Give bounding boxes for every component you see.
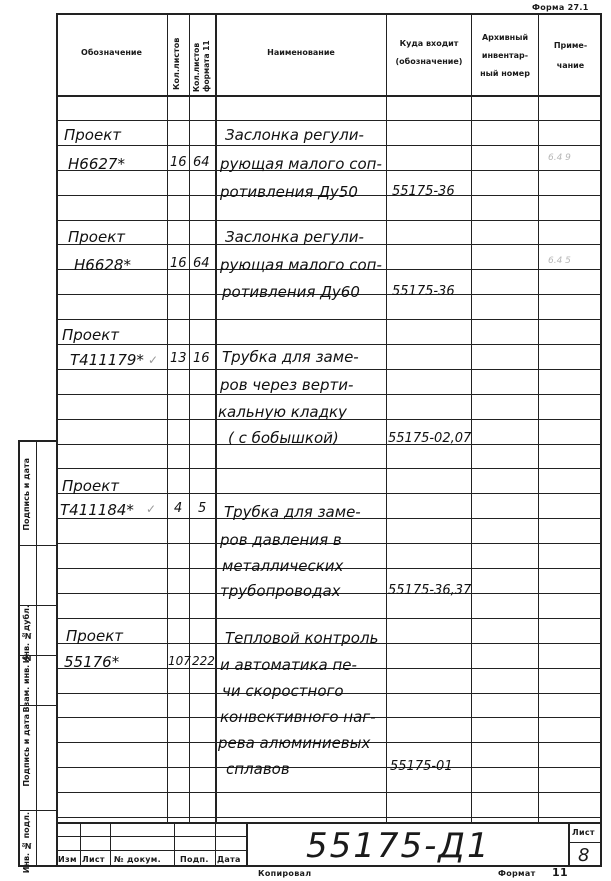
header-archive-3: ный номер <box>480 69 530 78</box>
stamp-izm: Изм <box>58 855 77 864</box>
header-designation: Обозначение <box>81 48 142 57</box>
entry-where: 55175-01 <box>390 759 453 774</box>
entry-name-line: Трубка для заме- <box>222 348 359 366</box>
entry-where: 55175-36 <box>392 284 455 299</box>
entry-name-line: и автоматика пе- <box>220 656 357 674</box>
row-line <box>56 394 602 395</box>
entry-where: 55175-36 <box>392 184 455 199</box>
entry-name-line: конвективного наг- <box>220 708 376 726</box>
side-label-inv-dubl: Инв. №дубл. <box>22 605 31 664</box>
entry-name-line: ров давления в <box>220 531 342 549</box>
side-label-inv-dubl-wrap <box>20 605 36 664</box>
header-archive-2: инвентар- <box>481 51 529 60</box>
header-format-count: Кол.листов формата 11 <box>192 40 211 92</box>
stamp-podp: Подп. <box>180 855 209 864</box>
col-divider <box>167 13 168 823</box>
row-line <box>56 767 602 768</box>
stamp-sheet-label: Лист <box>572 828 595 837</box>
entry-sheets: 16 <box>170 155 187 170</box>
entry-designation-line2: Н6628* <box>74 256 131 274</box>
entry-name-line: Заслонка регули- <box>225 126 364 144</box>
entry-note: 6.4 9 <box>548 153 571 163</box>
entry-sheets: 4 <box>174 501 183 516</box>
row-line <box>56 319 602 320</box>
stamp-row <box>568 842 602 843</box>
side-label-vzam-wrap <box>20 653 36 713</box>
side-label-podpis-1-wrap <box>20 708 36 808</box>
entry-format: 64 <box>193 256 210 271</box>
entry-name-line: рева алюминиевых <box>218 734 371 752</box>
stamp-top <box>56 822 602 824</box>
entry-name-line: кальную кладку <box>218 403 347 421</box>
stamp-col <box>246 822 248 867</box>
row-line <box>56 145 602 146</box>
entry-designation-line2: Н6627* <box>68 155 125 173</box>
entry-name-line: ротивления Ду60 <box>222 283 360 301</box>
entry-where: 55175-02,07 <box>388 431 472 446</box>
row-line <box>56 468 602 469</box>
stamp-col <box>174 822 175 867</box>
entry-designation-line1: Проект <box>68 228 126 246</box>
col-divider <box>538 13 539 823</box>
side-strip-sep <box>18 810 56 811</box>
entry-format: 16 <box>193 351 210 366</box>
stamp-col <box>568 822 570 867</box>
form-label: Форма 27.1 <box>532 3 589 12</box>
entry-designation-line2: Т411179* <box>70 351 144 369</box>
side-label-inv-podl-wrap <box>20 812 36 874</box>
stamp-data: Дата <box>217 855 241 864</box>
header-name: Наименование <box>267 48 335 57</box>
footer-format-value: 11 <box>552 866 568 879</box>
entry-name-line: ров через верти- <box>220 376 354 394</box>
header-where-1: Куда входит <box>399 39 459 48</box>
header-archive-1: Архивный <box>481 33 529 42</box>
entry-format: 64 <box>193 155 210 170</box>
footer-copied: Копировал <box>258 869 312 878</box>
document-code: 55175-Д1 <box>306 826 491 866</box>
entry-designation-line2: Т411184* <box>60 501 134 519</box>
row-line <box>56 792 602 793</box>
row-line <box>56 618 602 619</box>
entry-format: 222 <box>192 654 215 668</box>
side-label-podpis-2-wrap <box>20 450 36 542</box>
row-line <box>56 120 602 121</box>
entry-where: 55175-36,37 <box>388 583 472 598</box>
entry-name-line: рующая малого соп- <box>220 155 382 173</box>
stamp-doc-num: № докум. <box>114 855 161 864</box>
side-label-vzam: Взам. инв. № <box>22 653 31 713</box>
header-format-count-wrap <box>190 18 215 92</box>
entry-designation-line1: Проект <box>62 326 120 344</box>
check-icon: ✓ <box>148 353 159 367</box>
entry-sheets: 107 <box>168 654 191 668</box>
entry-note: 6.4 5 <box>548 256 571 266</box>
entry-name-line: чи скоростного <box>222 682 344 700</box>
entry-sheets: 13 <box>170 351 187 366</box>
header-note-2: чание <box>556 61 585 70</box>
stamp-row <box>56 836 246 837</box>
entry-format: 5 <box>198 501 207 516</box>
entry-name-line: Заслонка регули- <box>225 228 364 246</box>
stamp-col <box>110 822 111 867</box>
side-label-inv-podl: Инв. № подл. <box>22 812 31 874</box>
entry-sheets: 16 <box>170 256 187 271</box>
header-sheet-count: Кол.листов <box>172 37 181 90</box>
stamp-col <box>215 822 216 867</box>
entry-name-line: Тепловой контроль <box>225 629 379 647</box>
header-divider <box>56 95 602 97</box>
side-strip-sep <box>18 545 56 546</box>
entry-name-line: ротивления Ду50 <box>220 183 358 201</box>
col-divider <box>215 13 217 823</box>
header-sheet-count-wrap <box>168 18 189 92</box>
row-line <box>56 220 602 221</box>
entry-name-line: трубопроводах <box>220 582 341 600</box>
side-strip-divider <box>36 440 37 867</box>
entry-name-line: ( с бобышкой) <box>228 429 339 447</box>
footer-format-label: Формат <box>498 869 536 878</box>
stamp-row <box>56 850 246 851</box>
entry-name-line: сплавов <box>226 760 290 778</box>
stamp-col <box>80 822 81 867</box>
row-line <box>56 817 602 818</box>
side-label-podpis-2: Подпись и дата <box>22 458 31 531</box>
row-line <box>56 369 602 370</box>
row-line <box>56 344 602 345</box>
col-divider <box>189 13 190 823</box>
header-note-1: Приме- <box>553 41 588 50</box>
entry-designation-line1: Проект <box>64 126 122 144</box>
entry-designation-line1: Проект <box>62 477 120 495</box>
stamp-sheet-number: 8 <box>578 845 590 866</box>
entry-designation-line2: 55176* <box>64 653 120 671</box>
entry-name-line: Трубка для заме- <box>224 503 361 521</box>
side-label-podpis-1: Подпись и дата <box>22 714 31 787</box>
col-divider <box>471 13 472 823</box>
col-divider <box>386 13 387 823</box>
row-line <box>56 493 602 494</box>
entry-name-line: рующая малого соп- <box>220 256 382 274</box>
check-icon: ✓ <box>146 502 157 516</box>
stamp-list: Лист <box>82 855 105 864</box>
entry-designation-line1: Проект <box>66 627 124 645</box>
header-where-2: (обозначение) <box>395 57 463 66</box>
entry-name-line: металлических <box>222 557 344 575</box>
